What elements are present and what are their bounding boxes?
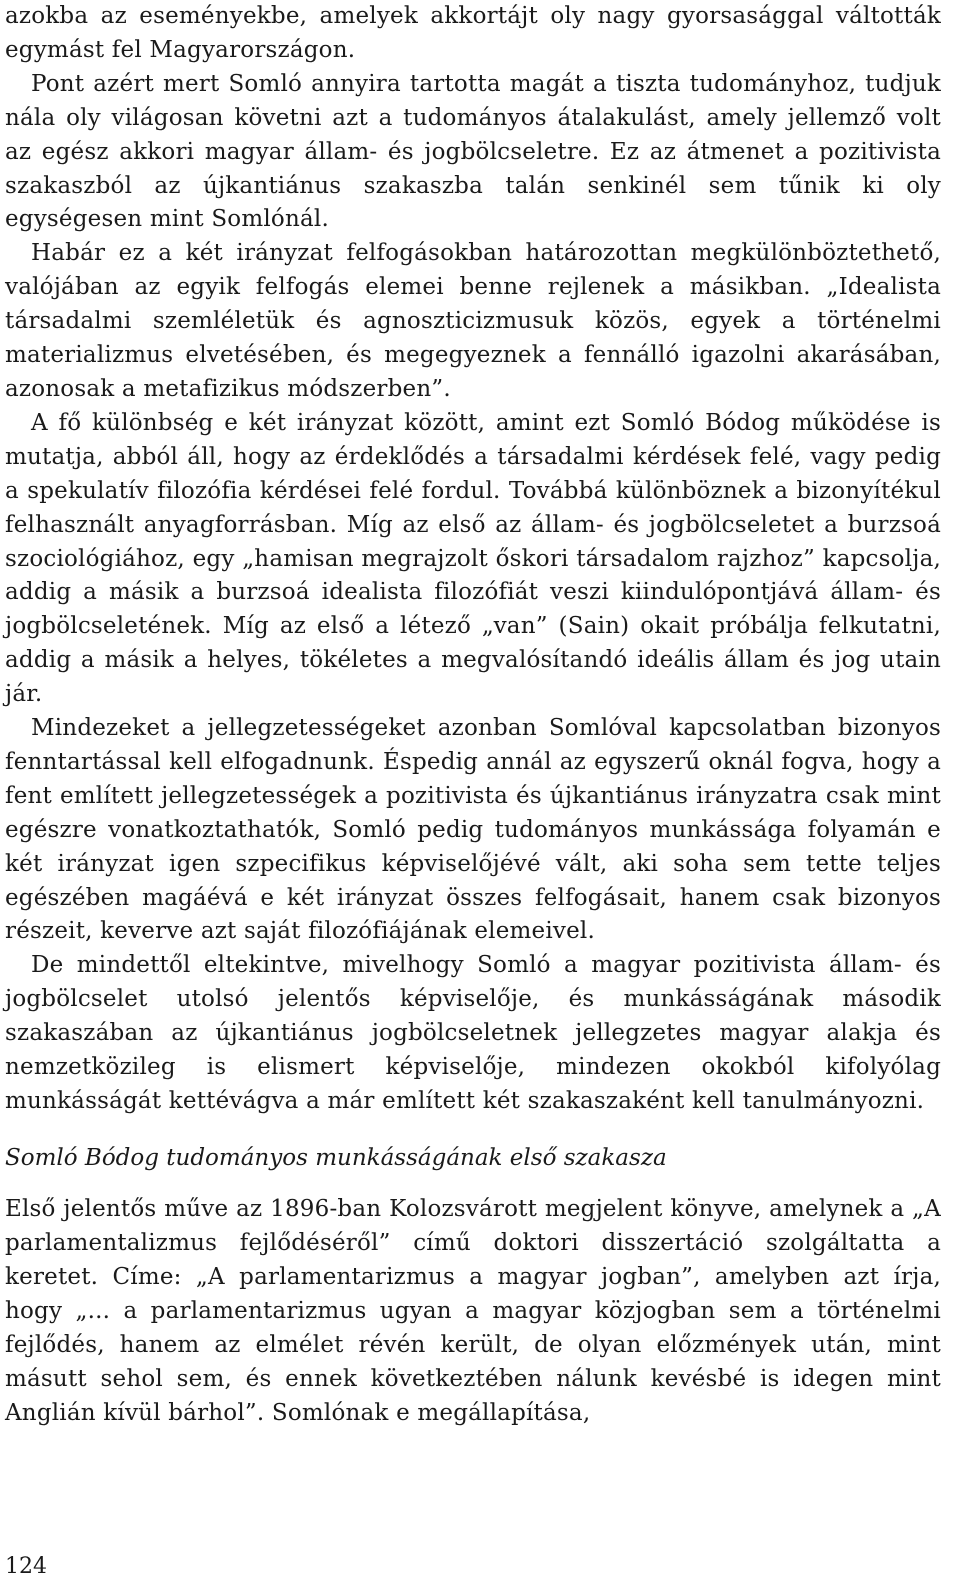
paragraph-4: A fő különbség e két irányzat között, amint ezt Somló Bódog működése is mutatja, abból áll, hogy az érdeklődés a társadalmi kérdések felé, vagy pedig a spekulatív filozófia kérdései felé fordul. Továbbá különböznek a bizonyítékul felhasznált anyagforrásban. Míg az első az állam- és jogbölcseletet a burzsoá szociológiához, egy „hamisan megrajzolt őskori társadalom rajzhoz” kapcsolja, addig a másik a burzsoá idealista filozófiát veszi kiindulópontjává állam- és jogbölcseletének. Míg az első a létező „van” (Sain) okait próbálja felkutatni, addig a másik a helyes, tökéletes a megvalósítandó ideális állam és jog utain jár. [5,409,941,708]
section-2-paragraph: Első jelentős műve az 1896-ban Kolozsvárott megjelent könyve, amelynek a „A parlamentalizmus fejlődéséről” című doktori disszertáció szolgáltatta a keretet. Címe: „A parlamentarizmus a magyar jogban”, amelyben azt írja, hogy „... a parlamentarizmus ugyan a magyar közjogban sem a történelmi fejlődés, hanem az elmélet révén került, de olyan előzmények után, mint másutt sehol sem, és ennek következtében nálunk kevésbé is idegen mint Anglián kívül bárhol”. Somlónak e megállapítása, [5,1196,941,1426]
paragraph-5: Mindezeket a jellegzetességeket azonban Somlóval kapcsolatban bizonyos fenntartással kell elfogadnunk. Éspedig annál az egyszerű oknál fogva, hogy a fent említett jellegzetességek a pozitivista és újkantiánus irányzatra csak mint egészre vonatkoztathatók, Somló pedig tudományos munkássága folyamán e két irányzat igen szpecifikus képviselőjévé vált, aki soha sem tette teljes egészében magáévá e két irányzat összes felfogásait, hanem csak bizonyos részeit, keverve azt saját filozófiájának elemeivel. [5,715,941,945]
paragraph-1: azokba az eseményekbe, amelyek akkortájt oly nagy gyorsasággal váltották egymást fel Magyarországon. [5,3,941,63]
section-heading: Somló Bódog tudományos munkásságának első szakasza [5,1145,667,1171]
page-number: 124 [5,1554,47,1579]
section-2-text [5,1192,941,1430]
body-text [5,0,941,1119]
paragraph-3: Habár ez a két irányzat felfogásokban határozottan megkülönböztethető, valójában az egyik felfogás elemei benne rejlenek a másikban. „Idealista társadalmi szemléletük és agnoszticizmusuk közös, egyek a történelmi materializmus elvetésében, és megegyeznek a fennálló igazolni akarásában, azonosak a metafizikus módszerben”. [5,240,941,402]
paragraph-2: Pont azért mert Somló annyira tartotta magát a tiszta tudományhoz, tudjuk nála oly világosan követni azt a tudományos átalakulást, amely jellemző volt az egész akkori magyar állam- és jogbölcseletre. Ez az átmenet a pozitivista szakaszból az újkantiánus szakaszba talán senkinél sem tűnik ki oly egységesen mint Somlónál. [5,70,941,233]
paragraph-6: De mindettől eltekintve, mivelhogy Somló a magyar pozitivista állam- és jogbölcselet utolsó jelentős képviselője, és munkásságának második szakaszában az újkantiánus jogbölcseletnek jellegzetes magyar alakja és nemzetközileg is elismert képviselője, mindezen okokból kifolyólag munkásságát kettévágva a már említett két szakaszaként kell tanulmányozni. [5,952,941,1114]
